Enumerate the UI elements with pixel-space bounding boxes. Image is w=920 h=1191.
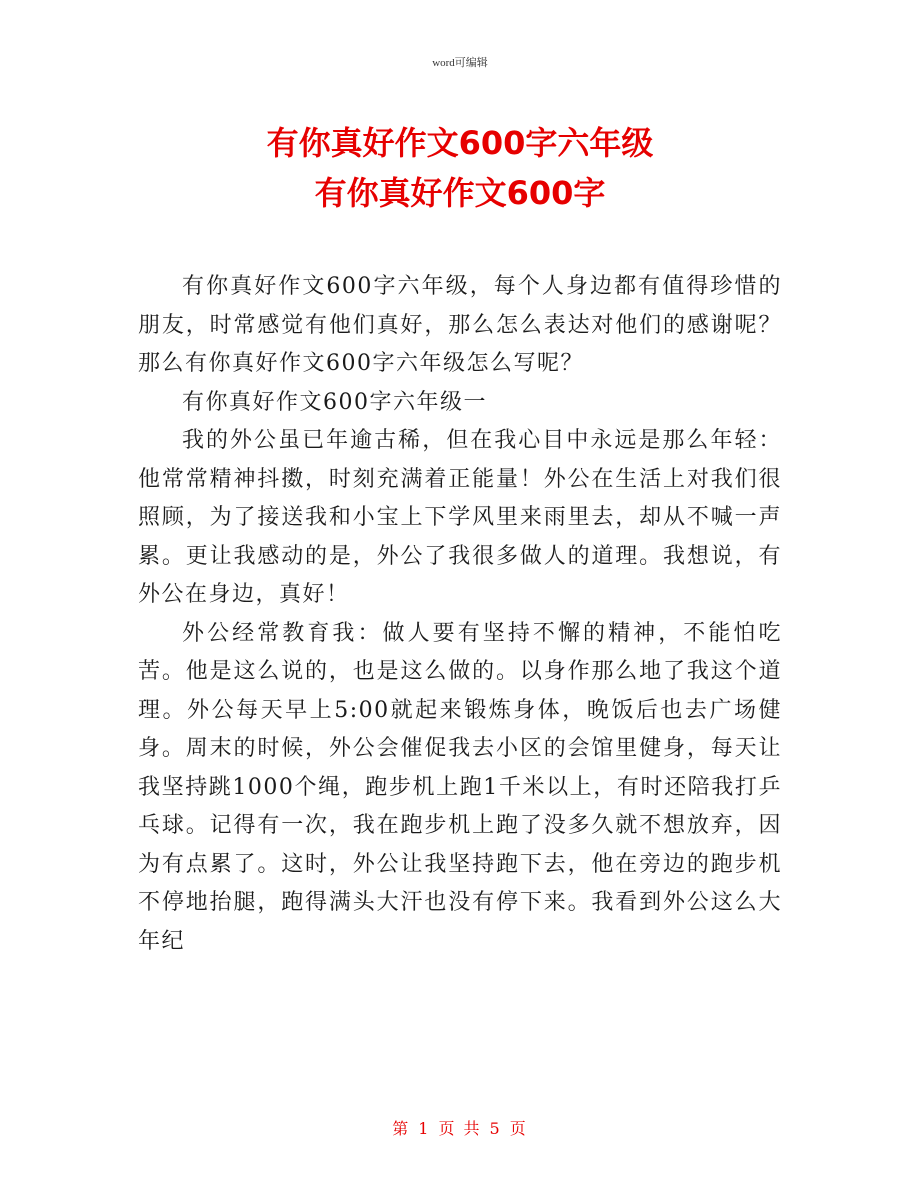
title-line-2: 有你真好作文600字	[314, 174, 606, 212]
title-line-1: 有你真好作文600字六年级	[266, 124, 654, 162]
paragraph-exercise: 外公经常教育我：做人要有坚持不懈的精神，不能怕吃苦。他是这么说的，也是这么做的。以身作那么地了我这个道理。外公每天早上5:00就起来锻炼身体，晚饭后也去广场健身。周末的时候，外公会催促我去小区的会馆里健身，每天让我坚持跳1000个绳，跑步机上跑1千米以上，有时还陪我打乒乓球。记得有一次，我在跑步机上跑了没多久就不想放弃，因为有点累了。这时，外公让我坚持跑下去，他在旁边的跑步机不停地抬腿，跑得满头大汗也没有停下来。我看到外公这么大年纪	[138, 620, 782, 954]
header-note: word可编辑	[432, 57, 488, 69]
page-prefix: 第	[392, 1119, 411, 1138]
document-title	[0, 118, 920, 218]
page-middle: 页 共	[438, 1119, 482, 1138]
page-suffix: 页	[509, 1119, 528, 1138]
document-body	[138, 268, 782, 961]
paragraph-grandfather: 我的外公虽已年逾古稀，但在我心目中永远是那么年轻：他常常精神抖擞，时刻充满着正能量！外公在生活上对我们很照顾，为了接送我和小宝上下学风里来雨里去，却从不喊一声累。更让我感动的是，外公了我很多做人的道理。我想说，有外公在身边，真好！	[138, 428, 782, 607]
page-current: 1	[418, 1119, 431, 1138]
page-number	[0, 1116, 920, 1139]
section-heading: 有你真好作文600字六年级一	[182, 389, 487, 415]
paragraph-intro: 有你真好作文600字六年级，每个人身边都有值得珍惜的朋友，时常感觉有他们真好，那么怎么表达对他们的感谢呢？那么有你真好作文600字六年级怎么写呢？	[138, 274, 782, 376]
page-total: 5	[489, 1119, 502, 1138]
